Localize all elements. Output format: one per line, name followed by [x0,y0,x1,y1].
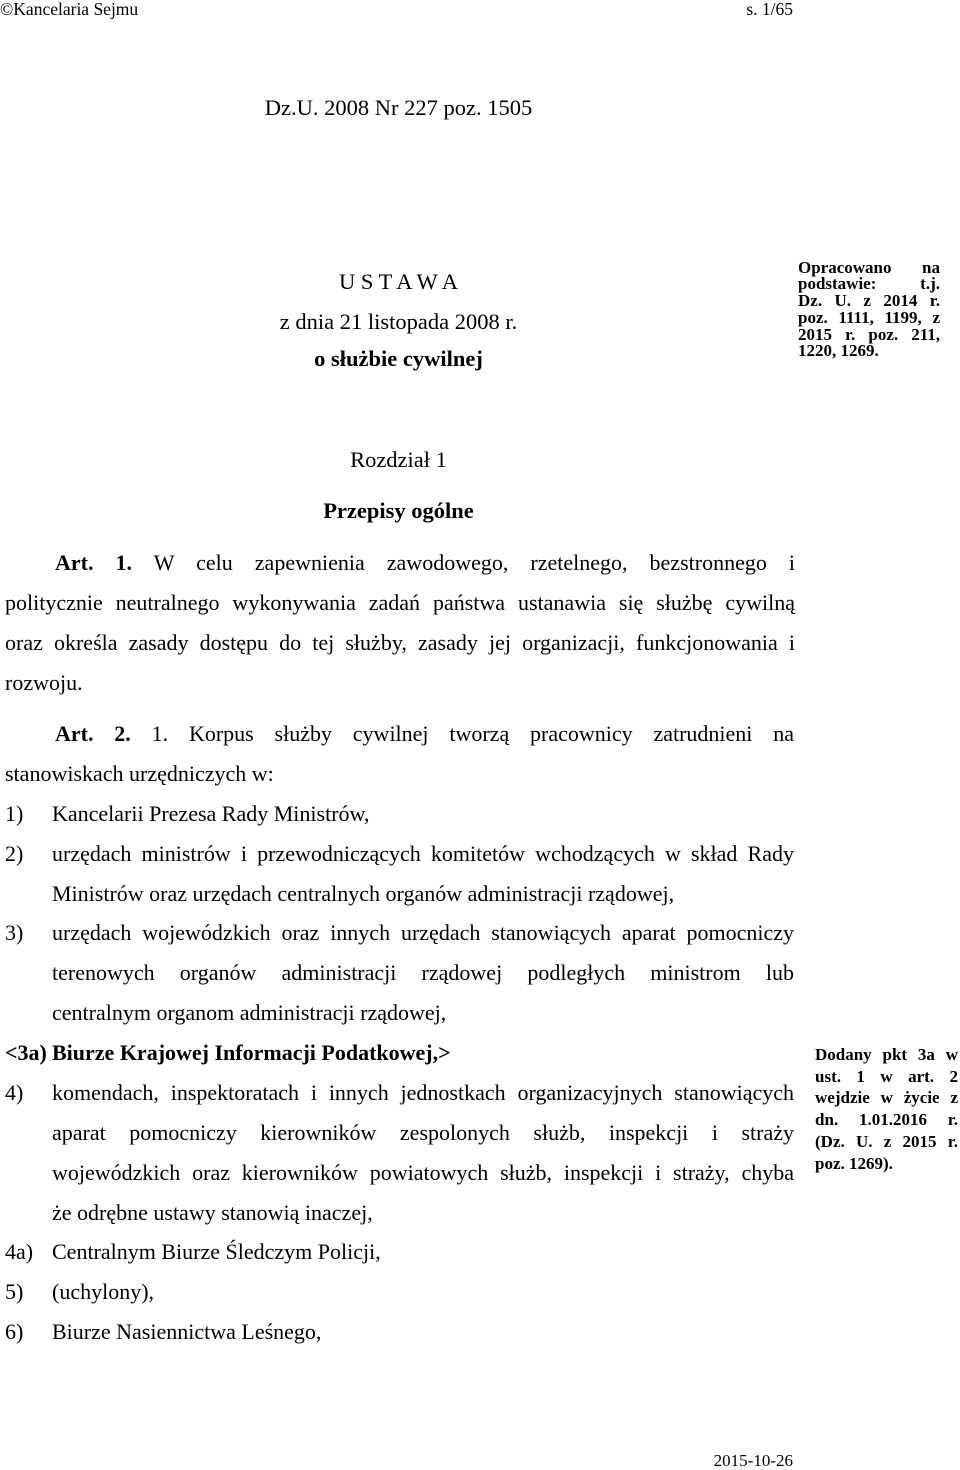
consolidated-source-note [798,257,940,361]
point-4 [5,1073,794,1233]
point-number: 4a) [5,1239,34,1265]
point-number: 5) [5,1279,24,1305]
point-text-line: Kancelarii Prezesa Rady Ministrów, [52,800,370,826]
chapter-title: Przepisy ogólne [323,498,474,523]
footer-date: 2015-10-26 [713,1451,793,1470]
article-1 [5,543,795,703]
act-type: U S T A W A [338,269,458,294]
article-2-label: Art. 2. [55,721,131,746]
article-2 [5,714,794,1352]
point-text-line: Centralnym Biurze Śledczym Policji, [52,1239,381,1265]
article-2-text: 1. Korpus służby cywilnej tworzą pracownicy zatrudnieni na [151,721,795,746]
point-text-line: urzędach wojewódzkich oraz innych urzędach stanowiących aparat pomocniczy [52,920,794,946]
point-6 [5,1312,794,1352]
note-line: Dz. U. z 2014 r. [798,291,940,311]
point-3 [5,913,794,1033]
article-1-label: Art. 1. [55,550,133,575]
point-text-line: wojewódzkich oraz kierowników powiatowych służb, inspekcji i straży, chyba [52,1159,794,1185]
article-1-line: politycznie neutralnego wykonywania zadań państwa ustanawia się służbę cywilną [5,590,795,615]
point-text-line: urzędach ministrów i przewodniczących komitetów wchodzących w skład Rady [52,840,794,866]
point-number: <3a) [5,1040,47,1065]
note-line: poz. 1269). [815,1153,893,1173]
point-text-line: komendach, inspektoratach i innych jednostkach organizacyjnych stanowiących [52,1079,794,1105]
point-number: 6) [5,1319,24,1345]
article-2-first-line [5,714,794,754]
article-1-first-line [5,543,795,583]
point-4a [5,1232,794,1272]
point-number: 3) [5,920,24,946]
point-text-line: terenowych organów administracji rządowej podległych ministrom lub [52,960,794,986]
note-line: dn. 1.01.2016 r. [815,1110,958,1130]
note-line: Opracowano na [798,257,940,277]
article-1-line: rozwoju. [5,670,83,695]
point-number: 1) [5,800,24,826]
note-line: 2015 r. poz. 211, [798,324,940,344]
amendment-note [815,1044,958,1174]
point-text-line: Biurze Nasiennictwa Leśnego, [52,1319,322,1345]
point-number: 4) [5,1079,24,1105]
point-text-line: Biurze Krajowej Informacji Podatkowej,> [52,1040,451,1065]
note-line: (Dz. U. z 2015 r. [815,1131,958,1151]
point-text-line: że odrębne ustawy stanowią inaczej, [52,1199,373,1225]
act-title: o służbie cywilnej [314,346,483,371]
point-1 [5,794,794,834]
point-text-line: aparat pomocniczy kierowników zespolonych służb, inspekcji i straży [52,1119,794,1145]
article-1-text: W celu zapewnienia zawodowego, rzetelnego, bezstronnego i [153,550,795,575]
article-1-line: oraz określa zasady dostępu do tej służby, zasady jej organizacji, funkcjonowania i [5,630,795,655]
note-line: ust. 1 w art. 2 [815,1066,958,1086]
journal-reference: Dz.U. 2008 Nr 227 poz. 1505 [264,95,533,120]
note-line: wejdzie w życie z [815,1088,958,1108]
point-2 [5,834,794,914]
note-line: 1220, 1269. [798,341,879,361]
article-2-line: stanowiskach urzędniczych w: [5,760,274,786]
point-3a-pending [5,1033,794,1073]
note-line: poz. 1111, 1199, z [798,307,940,327]
point-text-line: Ministrów oraz urzędach centralnych organów administracji rządowej, [52,880,675,906]
header-page-number: s. 1/65 [746,0,793,19]
point-number: 2) [5,840,24,866]
note-line: Dodany pkt 3a w [815,1045,958,1064]
act-date: z dnia 21 listopada 2008 r. [279,309,518,334]
point-text-line: centralnym organom administracji rządowej, [52,1000,447,1026]
chapter-number: Rozdział 1 [350,447,447,472]
note-line: podstawie: t.j. [798,274,940,294]
point-5 [5,1272,794,1312]
point-text-line: (uchylony), [52,1279,155,1305]
header-publisher: ©Kancelaria Sejmu [0,0,139,19]
